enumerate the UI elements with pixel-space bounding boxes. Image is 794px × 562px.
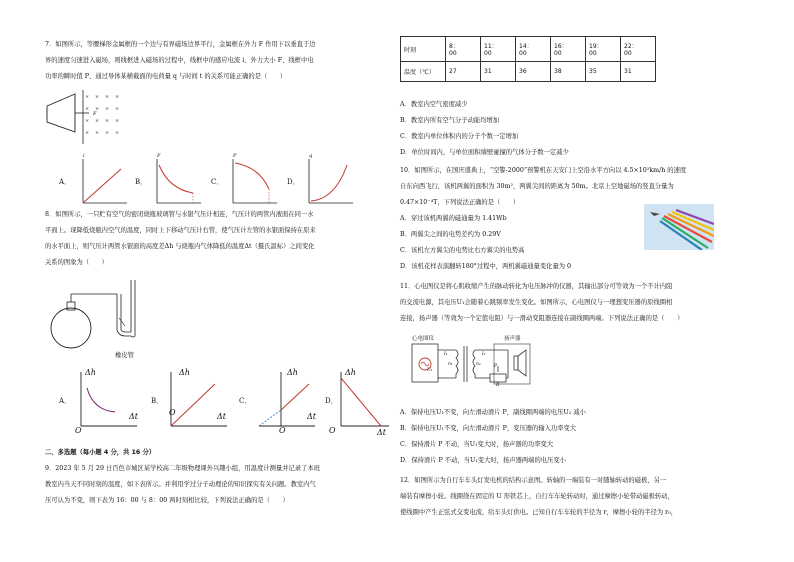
svg-text:×: × <box>95 106 100 112</box>
table-cell: 16： 00 <box>551 37 586 62</box>
q11-speaker-label: 扬声器 <box>504 336 521 342</box>
table-header-time: 时刻 <box>401 37 446 62</box>
q9-line-2: 教室内当天不同时刻的温度，如下表所示。并利用学过分子动理论的知识探究有关问题。教室内气 <box>45 481 316 488</box>
table-cell: 22： 00 <box>621 37 656 62</box>
q8-line-1: 8．如图所示，一只贮有空气的密闭烧瓶玻璃管与水银气压计相连，气压计的两管内液面在同一水 <box>45 211 314 218</box>
svg-text:×: × <box>85 94 90 100</box>
table-cell: 36 <box>516 62 551 82</box>
q10-option-b[interactable]: B．两翼尖之间的电势差约为 0.29V <box>400 231 501 238</box>
q11-label-n1: n₁ <box>448 362 453 367</box>
table-cell: 27 <box>446 62 481 82</box>
q7-line-2: 界的速度匀速进入磁场，则线框进入磁场的过程中，线框中的感应电流 i、外力大小 F、线框中电 <box>45 57 314 64</box>
q10-airshow-photo <box>644 204 714 250</box>
q8-xlabel-d: Δt <box>377 428 386 437</box>
temperature-table <box>400 36 656 82</box>
q7-line-1: 7．如图所示，等腰梯形金属框的一个边与有界磁场边界平行，金属框在外力 F 作用下以垂直于边 <box>45 41 316 48</box>
q9-option-d[interactable]: D．单位时间内，与单位面积墙壁碰撞的气体分子数一定减少 <box>400 149 569 156</box>
q8-xlabel-c: Δt <box>307 412 316 421</box>
q8-line-2: 平面上。现降低烧瓶内空气的温度，同时上下移动气压计右管，使气压计左管的水银面保持在原来 <box>45 227 316 234</box>
q8-origin-d: O <box>329 426 336 435</box>
q8-origin-a: O <box>75 426 82 435</box>
q11-label-p: P <box>494 364 498 369</box>
q8-line-4: 关系的图象为（ ） <box>45 259 108 266</box>
svg-text:F: F <box>93 111 97 117</box>
q8-graphs <box>45 368 390 440</box>
q9-option-a[interactable]: A．教室内空气密度减少 <box>400 101 468 108</box>
svg-text:×: × <box>95 94 100 100</box>
q11-option-c[interactable]: C．保持滑片 P 不动，当U₁变大时，扬声器的功率变大 <box>400 441 554 448</box>
svg-text:×: × <box>115 130 120 136</box>
table-cell: 19： 00 <box>586 37 621 62</box>
q9-option-c[interactable]: C．教室内单位体积内的分子个数一定增加 <box>400 133 519 140</box>
q8-option-b[interactable]: B． <box>151 397 164 405</box>
q9-line-3: 压可认为不变，则下表为 16：00 与 8：00 两时刻相比较，下列说法正确的是（ ） <box>45 497 289 504</box>
q7-graph-a <box>77 155 129 207</box>
q8-origin-c: O <box>279 426 286 435</box>
q8-xlabel-a: Δt <box>129 412 138 421</box>
q8-graph-c <box>251 368 317 434</box>
svg-text:×: × <box>115 118 120 124</box>
table-cell: 38 <box>551 62 586 82</box>
q11-label-r: R <box>496 383 500 388</box>
q8-flask-barometer-figure <box>45 274 175 366</box>
q8-option-c[interactable]: C． <box>239 397 252 405</box>
table-cell: 8： 00 <box>446 37 481 62</box>
q7-ylabel-d: q <box>309 153 313 159</box>
q8-graph-b <box>163 368 229 434</box>
svg-text:×: × <box>115 106 120 112</box>
svg-text:×: × <box>105 106 110 112</box>
q10-option-d[interactable]: D．该机花样表演翻转180°过程中，两机翼磁通量变化量为 0 <box>400 263 572 270</box>
q7-option-a[interactable]: A． <box>59 178 72 186</box>
q10-line-2: 自东向西飞行，该机两翼的面积为 30m²，两翼尖间的距离为 50m。北京上空地磁场的竖直分量为 <box>400 183 674 190</box>
q8-option-d[interactable]: D． <box>325 397 338 405</box>
q8-origin-b: O <box>169 408 176 417</box>
svg-text:×: × <box>105 130 110 136</box>
q8-line-3: 的水平面上，则气压计两管水银面的高度差Δh 与烧瓶内气体降低的温度Δt（摄氏温标）之间变化 <box>45 243 315 250</box>
q7-graphs <box>45 155 390 215</box>
q10-option-a[interactable]: A．穿过该机两翼的磁通量为 1.41Wb <box>400 215 507 222</box>
q7-graph-b <box>151 155 203 207</box>
table-cell: 11： 00 <box>481 37 516 62</box>
q10-line-3: 0.47×10⁻⁴T，下列说法正确的是（ ） <box>400 199 520 206</box>
q9-option-b[interactable]: B．教室内所有空气分子动能均增加 <box>400 117 500 124</box>
q11-line-1: 11．心电图仪是将心肌收缩产生的脉动转化为电压脉冲的仪器，其输出部分可等效为一个不计内阻 <box>400 283 673 290</box>
q8-ylabel-c: Δh <box>287 368 298 377</box>
q8-xlabel-b: Δt <box>217 412 226 421</box>
q8-ylabel-a: Δh <box>85 368 96 377</box>
q7-line-3: 功率的瞬时值 P、通过导体某横截面的电荷量 q 与时间 t 的关系可能正确的是（ ） <box>45 73 287 80</box>
table-cell: 35 <box>586 62 621 82</box>
q12-line-1: 12．如图所示为自行车车头灯发电机的结构示意图。转轴的一端装有一对随轴转动的磁极，另一 <box>400 477 667 484</box>
q9-line-1: 9．2023 年 5 月 29 日百色市城区某学校高二年级物理课外兴趣小组，用温度计测量并记录了本班 <box>45 465 321 472</box>
q11-label-n2: n₂ <box>476 362 481 367</box>
svg-text:×: × <box>105 94 110 100</box>
q7-graph-d <box>303 155 355 207</box>
q11-line-2: 的交流电源，其电压U₁会随着心跳频率发生变化。如图所示，心电图仪与一理想变压器的原线圈相 <box>400 299 673 306</box>
svg-text:×: × <box>95 118 100 124</box>
q10-line-1: 10．如图所示，在国庆盛典上，“空警-2000”预警机在天安门上空沿水平方向以 4.5×10²km/h 的速度 <box>400 167 687 174</box>
q7-ylabel-b: F <box>157 153 161 159</box>
svg-text:×: × <box>105 118 110 124</box>
table-row-times <box>401 37 656 62</box>
q11-option-d[interactable]: D．保持滑片 P 不动，当U₁变大时，扬声器两端的电压变小 <box>400 457 566 464</box>
svg-text:×: × <box>85 118 90 124</box>
q10-option-c[interactable]: C．该机左方翼尖的电势比右方翼尖的电势高 <box>400 247 525 254</box>
q8-tube-label: 橡皮管 <box>115 352 134 359</box>
q11-option-a[interactable]: A．保持电压U₁不变，向左滑动滑片 P，副线圈两端的电压U₂ 减小 <box>400 409 586 416</box>
q11-line-3: 连接，扬声器（等效为一个定值电阻）与一滑动变阻器连接在副线圈两端。下列说法正确的是（ ） <box>400 315 684 322</box>
left-column <box>45 0 390 562</box>
section-heading-multi-choice: 二、多选题（每小题 4 分，共 16 分） <box>45 449 156 456</box>
svg-text:×: × <box>115 94 120 100</box>
q7-graph-c <box>227 155 279 207</box>
table-row-temps <box>401 62 656 82</box>
q12-line-3: 使线圈中产生正弦式交变电流，给车头灯供电。已知自行车车轮的半径为 r，摩擦小轮的半径为 r₀， <box>400 509 678 516</box>
q8-graph-d <box>335 368 391 434</box>
q11-label-i1: I₁ <box>444 352 448 357</box>
table-cell: 31 <box>621 62 656 82</box>
q11-option-b[interactable]: B．保持电压U₁不变，向左滑动滑片 P，变压器的输入功率变大 <box>400 425 577 432</box>
q8-ylabel-d: Δh <box>345 368 356 377</box>
svg-text:×: × <box>85 130 90 136</box>
q8-option-a[interactable]: A． <box>59 397 72 405</box>
q7-ylabel-a: i <box>83 153 85 159</box>
q7-ylabel-c: P <box>233 153 237 159</box>
q8-ylabel-b: Δh <box>179 368 190 377</box>
right-column <box>400 0 780 562</box>
svg-text:×: × <box>85 106 90 112</box>
q7-option-d[interactable]: D． <box>287 178 300 186</box>
q11-circuit-figure <box>410 334 540 404</box>
q7-option-b[interactable]: B． <box>135 178 148 186</box>
svg-text:×: × <box>95 130 100 136</box>
table-header-temp: 温度（℃） <box>401 62 446 82</box>
q12-line-2: 端装有摩擦小轮。线圈绕在固定的 U 形铁芯上，自行车车轮转动时，通过摩擦小轮带动磁极转动， <box>400 493 674 500</box>
q8-graph-a <box>73 368 139 434</box>
table-cell: 31 <box>481 62 516 82</box>
table-cell: 14： 00 <box>516 37 551 62</box>
q11-device-label: 心电图仪 <box>412 336 435 342</box>
q7-option-c[interactable]: C． <box>211 178 224 186</box>
q11-label-u1: U₁ <box>427 368 433 373</box>
q11-label-i2: I₂ <box>482 352 486 357</box>
q7-trapezoid-field-figure <box>45 88 155 148</box>
